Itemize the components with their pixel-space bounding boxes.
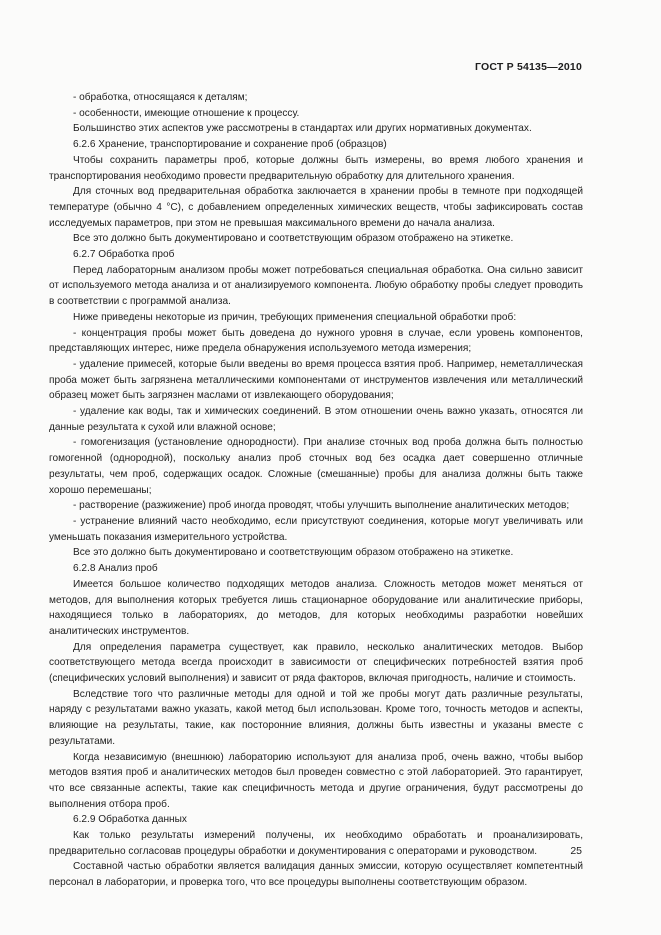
list-item: - устранение влияний часто необходимо, если присутствуют соединения, которые могут увеличивать или уменьшать показания измерительного устройства. — [49, 515, 583, 543]
paragraph: Перед лабораторным анализом пробы может потребоваться специальная обработка. Она сильно зависит от используемого метода анализа и от анализируемого компонента. Любую обработку пробы следует проводить в соответствии с программой анализа. — [49, 264, 583, 308]
paragraph: Составной частью обработки является валидация данных эмиссии, которую осуществляет компетентный персонал в лаборатории, и проверка того, что все процедуры выполнены соответствующим образом. — [49, 861, 583, 889]
paragraph: Ниже приведены некоторые из причин, требующих применения специальной обработки проб: — [73, 311, 517, 323]
list-item: - удаление примесей, которые были введены во время процесса взятия проб. Например, неметаллическая проба может быть загрязнена металлическими компонентами от инструментов извлечения или металлический образец может быть загрязнен маслами от извлекающего оборудования; — [49, 358, 583, 402]
paragraph: Вследствие того что различные методы для одной и той же пробы могут дать различные результаты, наряду с результатами важно указать, какой метод был использован. Кроме того, точность методов и аспекты, влияющие на результаты, такие, как посторонние влияния, должны быть известны и указаны вместе с результатами. — [49, 688, 583, 747]
standard-code: ГОСТ Р 54135—2010 — [474, 61, 582, 73]
paragraph: Чтобы сохранить параметры проб, которые должны быть измерены, во время любого хранения и транспортирования необходимо провести предварительную обработку для длительного хранения. — [49, 154, 583, 182]
list-item: - концентрация пробы может быть доведена до нужного уровня в случае, если уровень компонентов, представляющих интерес, ниже предела обнаружения используемого метода измерения; — [49, 327, 583, 355]
paragraph: Когда независимую (внешнюю) лабораторию используют для анализа проб, очень важно, чтобы выбор методов взятия проб и аналитических методов был проведен совместно с этой лабораторией. Это гарантирует, что все связанные аспекты, такие как специфичность метода и другие ограничения, будут рассмотрены до выполнения отбора проб. — [49, 751, 583, 810]
page-number: 25 — [570, 845, 582, 857]
list-item: - гомогенизация (установление однородности). При анализе сточных вод проба должна быть полностью гомогенной (однородной), поскольку анализ проб сточных вод без осадка дает совершенно отличные результаты, чем проб, содержащих осадок. Сложные (смешанные) пробы для анализа должны быть также хорошо перемешаны; — [49, 437, 583, 496]
list-item: - особенности, имеющие отношение к процессу. — [73, 107, 300, 119]
paragraph: Для сточных вод предварительная обработка заключается в хранении пробы в темноте при подходящей температуре (обычно 4 °C), с добавлением определенных химических веществ, чтобы зафиксировать состав исследуемых параметров, при этом не превышая максимального времени до начала анализа. — [49, 186, 583, 229]
paragraph: Большинство этих аспектов уже рассмотрены в стандартах или других нормативных документах. — [73, 123, 532, 135]
section-heading: 6.2.9 Обработка данных — [73, 814, 187, 826]
section-heading: 6.2.8 Анализ проб — [73, 563, 158, 575]
section-heading: 6.2.7 Обработка проб — [73, 249, 175, 261]
paragraph: Все это должно быть документировано и соответствующим образом отображено на этикетке. — [73, 233, 514, 245]
list-item: - удаление как воды, так и химических соединений. В этом отношении очень важно указать, относятся ли данные результата к сухой или влажной основе; — [49, 406, 583, 433]
paragraph: Имеется большое количество подходящих методов анализа. Сложность методов может меняться от методов, для выполнения которых требуется лишь стационарное оборудование или аналитические приборы, находящиеся только в лабораториях, до методов, для которых необходимы разработки новейших аналитических инструментов. — [49, 578, 583, 637]
paragraph: Для определения параметра существует, как правило, несколько аналитических методов. Выбор соответствующего метода всегда происходит в зависимости от специфических потребностей взятия проб (специфических условий выполнения) и зависит от ряда факторов, включая пригодность, наличие и стоимость. — [49, 641, 583, 685]
paragraph: Все это должно быть документировано и соответствующим образом отображено на этикетке. — [73, 547, 514, 559]
list-item: - обработка, относящаяся к деталям; — [73, 92, 248, 103]
paragraph: Как только результаты измерений получены, их необходимо обработать и проанализировать, предварительно согласовав процедуры обработки и документирования с операторами и руководством. — [49, 830, 583, 857]
body-text — [49, 90, 583, 891]
list-item: - растворение (разжижение) проб иногда проводят, чтобы улучшить выполнение аналитических методов; — [73, 500, 570, 512]
section-heading: 6.2.6 Хранение, транспортирование и сохранение проб (образцов) — [73, 139, 387, 151]
